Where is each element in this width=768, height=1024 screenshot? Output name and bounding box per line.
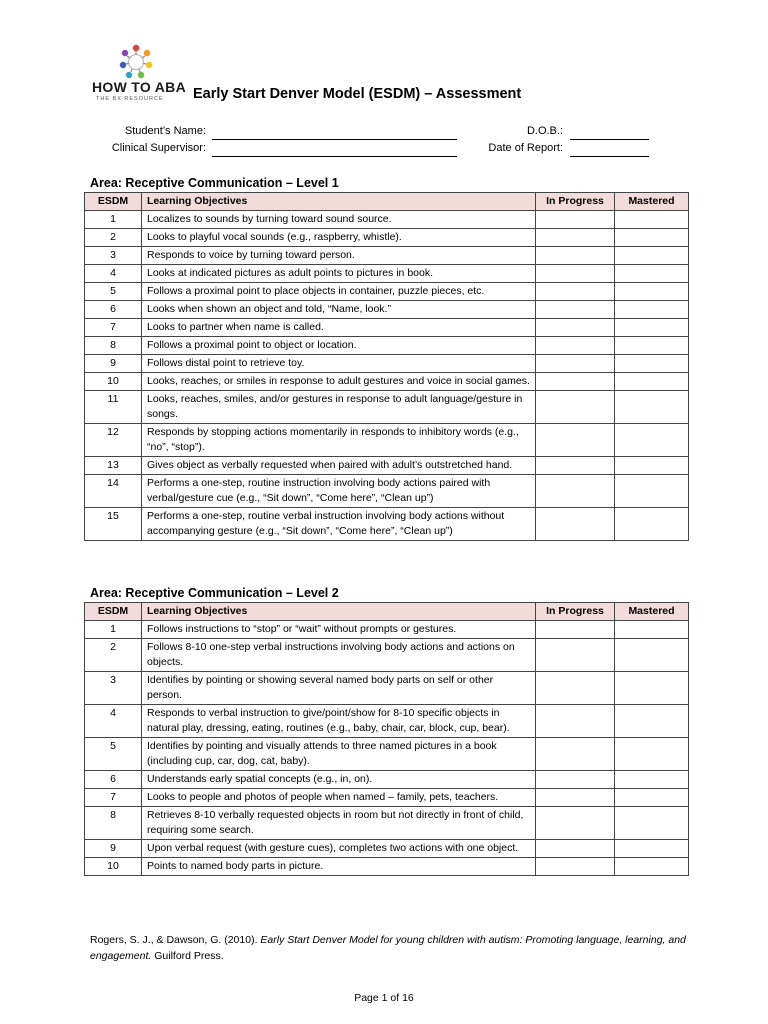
- esdm-number: 10: [85, 858, 142, 876]
- learning-objective: Upon verbal request (with gesture cues), completes two actions with one object.: [142, 840, 536, 858]
- in-progress-cell[interactable]: [536, 229, 615, 247]
- learning-objective: Responds to verbal instruction to give/point/show for 8-10 specific objects in natural play, dressing, eating, routines (e.g., baby, chair, car, block, cup, bear).: [142, 705, 536, 738]
- mastered-cell[interactable]: [615, 355, 689, 373]
- esdm-number: 10: [85, 373, 142, 391]
- learning-objective: Localizes to sounds by turning toward sound source.: [142, 211, 536, 229]
- table-row: [85, 508, 689, 541]
- mastered-cell[interactable]: [615, 424, 689, 457]
- student-name-field[interactable]: [212, 139, 457, 140]
- learning-objective: Responds by stopping actions momentarily in responds to inhibitory words (e.g., “no”, “stop”).: [142, 424, 536, 457]
- in-progress-cell[interactable]: [536, 283, 615, 301]
- learning-objective: Looks to partner when name is called.: [142, 319, 536, 337]
- learning-objective: Retrieves 8-10 verbally requested objects in room but not directly in front of child, requiring some search.: [142, 807, 536, 840]
- in-progress-cell[interactable]: [536, 391, 615, 424]
- document-title: Early Start Denver Model (ESDM) – Assessment: [193, 86, 522, 102]
- in-progress-cell[interactable]: [536, 211, 615, 229]
- in-progress-cell[interactable]: [536, 265, 615, 283]
- esdm-number: 13: [85, 457, 142, 475]
- esdm-number: 6: [85, 301, 142, 319]
- mastered-cell[interactable]: [615, 247, 689, 265]
- area-title-level-2: Area: Receptive Communication – Level 2: [90, 586, 339, 600]
- esdm-header: ESDM: [85, 603, 142, 621]
- in-progress-cell[interactable]: [536, 247, 615, 265]
- mastered-cell[interactable]: [615, 475, 689, 508]
- in-progress-cell[interactable]: [536, 807, 615, 840]
- learning-objective: Looks, reaches, smiles, and/or gestures in response to adult language/gesture in songs.: [142, 391, 536, 424]
- esdm-number: 5: [85, 283, 142, 301]
- mastered-cell[interactable]: [615, 672, 689, 705]
- esdm-number: 8: [85, 337, 142, 355]
- in-progress-cell[interactable]: [536, 355, 615, 373]
- learning-objective: Understands early spatial concepts (e.g., in, on).: [142, 771, 536, 789]
- in-progress-cell[interactable]: [536, 639, 615, 672]
- date-of-report-field[interactable]: [570, 156, 649, 157]
- esdm-number: 4: [85, 265, 142, 283]
- mastered-cell[interactable]: [615, 771, 689, 789]
- table-header-row: [85, 193, 689, 211]
- date-of-report-label: Date of Report:: [488, 142, 563, 154]
- in-progress-cell[interactable]: [536, 373, 615, 391]
- table-row: [85, 355, 689, 373]
- in-progress-cell[interactable]: [536, 789, 615, 807]
- table-row: [85, 672, 689, 705]
- learning-objective: Points to named body parts in picture.: [142, 858, 536, 876]
- in-progress-cell[interactable]: [536, 621, 615, 639]
- table-row: [85, 211, 689, 229]
- learning-objective: Looks when shown an object and told, “Name, look.”: [142, 301, 536, 319]
- table-header-row: [85, 603, 689, 621]
- learning-objective: Follows instructions to “stop” or “wait” without prompts or gestures.: [142, 621, 536, 639]
- logo-tagline: THE BX RESOURCE: [96, 96, 164, 102]
- esdm-number: 3: [85, 672, 142, 705]
- table-row: [85, 738, 689, 771]
- in-progress-cell[interactable]: [536, 738, 615, 771]
- in-progress-header: In Progress: [536, 603, 615, 621]
- esdm-number: 1: [85, 211, 142, 229]
- mastered-cell[interactable]: [615, 373, 689, 391]
- esdm-number: 5: [85, 738, 142, 771]
- mastered-cell[interactable]: [615, 391, 689, 424]
- table-row: [85, 858, 689, 876]
- learning-objective: Looks to playful vocal sounds (e.g., raspberry, whistle).: [142, 229, 536, 247]
- dob-label: D.O.B.:: [526, 125, 563, 137]
- esdm-number: 7: [85, 789, 142, 807]
- mastered-cell[interactable]: [615, 337, 689, 355]
- learning-objective: Looks at indicated pictures as adult points to pictures in book.: [142, 265, 536, 283]
- esdm-number: 1: [85, 621, 142, 639]
- in-progress-cell[interactable]: [536, 705, 615, 738]
- table-row: [85, 373, 689, 391]
- mastered-cell[interactable]: [615, 789, 689, 807]
- in-progress-cell[interactable]: [536, 475, 615, 508]
- mastered-header: Mastered: [615, 603, 689, 621]
- how-to-aba-logo: [92, 44, 184, 104]
- citation-publisher: Guilford Press.: [151, 950, 224, 962]
- learning-objective: Follows a proximal point to place objects in container, puzzle pieces, etc.: [142, 283, 536, 301]
- table-row: [85, 807, 689, 840]
- objectives-table-level-1: [84, 192, 689, 541]
- in-progress-cell[interactable]: [536, 301, 615, 319]
- learning-objective: Looks to people and photos of people when named – family, pets, teachers.: [142, 789, 536, 807]
- esdm-number: 2: [85, 639, 142, 672]
- mastered-cell[interactable]: [615, 840, 689, 858]
- table-row: [85, 229, 689, 247]
- learning-objective: Responds to voice by turning toward person.: [142, 247, 536, 265]
- mastered-cell[interactable]: [615, 301, 689, 319]
- esdm-number: 14: [85, 475, 142, 508]
- mastered-cell[interactable]: [615, 807, 689, 840]
- table-row: [85, 457, 689, 475]
- esdm-number: 7: [85, 319, 142, 337]
- learning-objective: Identifies by pointing or showing several named body parts on self or other person.: [142, 672, 536, 705]
- mastered-cell[interactable]: [615, 211, 689, 229]
- mastered-cell[interactable]: [615, 858, 689, 876]
- citation: [90, 932, 690, 964]
- table-row: [85, 283, 689, 301]
- in-progress-cell[interactable]: [536, 771, 615, 789]
- table-row: [85, 247, 689, 265]
- mastered-header: Mastered: [615, 193, 689, 211]
- mastered-cell[interactable]: [615, 508, 689, 541]
- esdm-number: 11: [85, 391, 142, 424]
- mastered-cell[interactable]: [615, 738, 689, 771]
- learning-objective: Follows a proximal point to object or location.: [142, 337, 536, 355]
- table-row: [85, 840, 689, 858]
- clinical-supervisor-field[interactable]: [212, 156, 457, 157]
- table-row: [85, 621, 689, 639]
- people-circle-logo-icon: [116, 44, 156, 80]
- learning-objective: Gives object as verbally requested when paired with adult’s outstretched hand.: [142, 457, 536, 475]
- objectives-header: Learning Objectives: [142, 603, 536, 621]
- table-row: [85, 391, 689, 424]
- esdm-number: 2: [85, 229, 142, 247]
- area-title-level-1: Area: Receptive Communication – Level 1: [90, 176, 339, 190]
- dob-field[interactable]: [570, 139, 649, 140]
- learning-objective: Identifies by pointing and visually attends to three named pictures in a book (including cup, car, dog, cat, baby).: [142, 738, 536, 771]
- citation-authors: Rogers, S. J., & Dawson, G. (2010).: [90, 934, 261, 946]
- table-row: [85, 639, 689, 672]
- page-number: Page 1 of 16: [354, 992, 414, 1004]
- table-row: [85, 771, 689, 789]
- mastered-cell[interactable]: [615, 319, 689, 337]
- table-row: [85, 705, 689, 738]
- in-progress-cell[interactable]: [536, 424, 615, 457]
- esdm-number: 9: [85, 355, 142, 373]
- in-progress-cell[interactable]: [536, 508, 615, 541]
- learning-objective: Performs a one-step, routine instruction involving body actions paired with verbal/gesture cue (e.g., “Sit down”, “Come here”, “Clean up”): [142, 475, 536, 508]
- table-row: [85, 475, 689, 508]
- mastered-cell[interactable]: [615, 705, 689, 738]
- in-progress-cell[interactable]: [536, 672, 615, 705]
- table-row: [85, 424, 689, 457]
- in-progress-cell[interactable]: [536, 840, 615, 858]
- objectives-header: Learning Objectives: [142, 193, 536, 211]
- objectives-table-level-2: [84, 602, 689, 876]
- learning-objective: Performs a one-step, routine verbal instruction involving body actions without accompanying gesture (e.g., “Sit down”, “Come here”, “Clean up”): [142, 508, 536, 541]
- table-row: [85, 265, 689, 283]
- esdm-number: 4: [85, 705, 142, 738]
- in-progress-cell[interactable]: [536, 337, 615, 355]
- in-progress-header: In Progress: [536, 193, 615, 211]
- esdm-number: 8: [85, 807, 142, 840]
- table-row: [85, 319, 689, 337]
- mastered-cell[interactable]: [615, 265, 689, 283]
- esdm-number: 15: [85, 508, 142, 541]
- student-name-label: Student’s Name:: [124, 125, 206, 137]
- learning-objective: Looks, reaches, or smiles in response to adult gestures and voice in social games.: [142, 373, 536, 391]
- in-progress-cell[interactable]: [536, 457, 615, 475]
- mastered-cell[interactable]: [615, 639, 689, 672]
- mastered-cell[interactable]: [615, 457, 689, 475]
- clinical-supervisor-label: Clinical Supervisor:: [111, 142, 206, 154]
- esdm-number: 6: [85, 771, 142, 789]
- citation-work-title: Early Start Denver Model for young children with autism: Promoting language, learning, and engagement.: [90, 934, 686, 962]
- learning-objective: Follows 8-10 one-step verbal instructions involving body actions and actions on objects.: [142, 639, 536, 672]
- esdm-header: ESDM: [85, 193, 142, 211]
- mastered-cell[interactable]: [615, 283, 689, 301]
- mastered-cell[interactable]: [615, 621, 689, 639]
- esdm-number: 3: [85, 247, 142, 265]
- in-progress-cell[interactable]: [536, 319, 615, 337]
- table-row: [85, 789, 689, 807]
- in-progress-cell[interactable]: [536, 858, 615, 876]
- learning-objective: Follows distal point to retrieve toy.: [142, 355, 536, 373]
- mastered-cell[interactable]: [615, 229, 689, 247]
- esdm-number: 12: [85, 424, 142, 457]
- table-row: [85, 337, 689, 355]
- logo-name: HOW TO ABA: [92, 79, 186, 95]
- table-row: [85, 301, 689, 319]
- esdm-number: 9: [85, 840, 142, 858]
